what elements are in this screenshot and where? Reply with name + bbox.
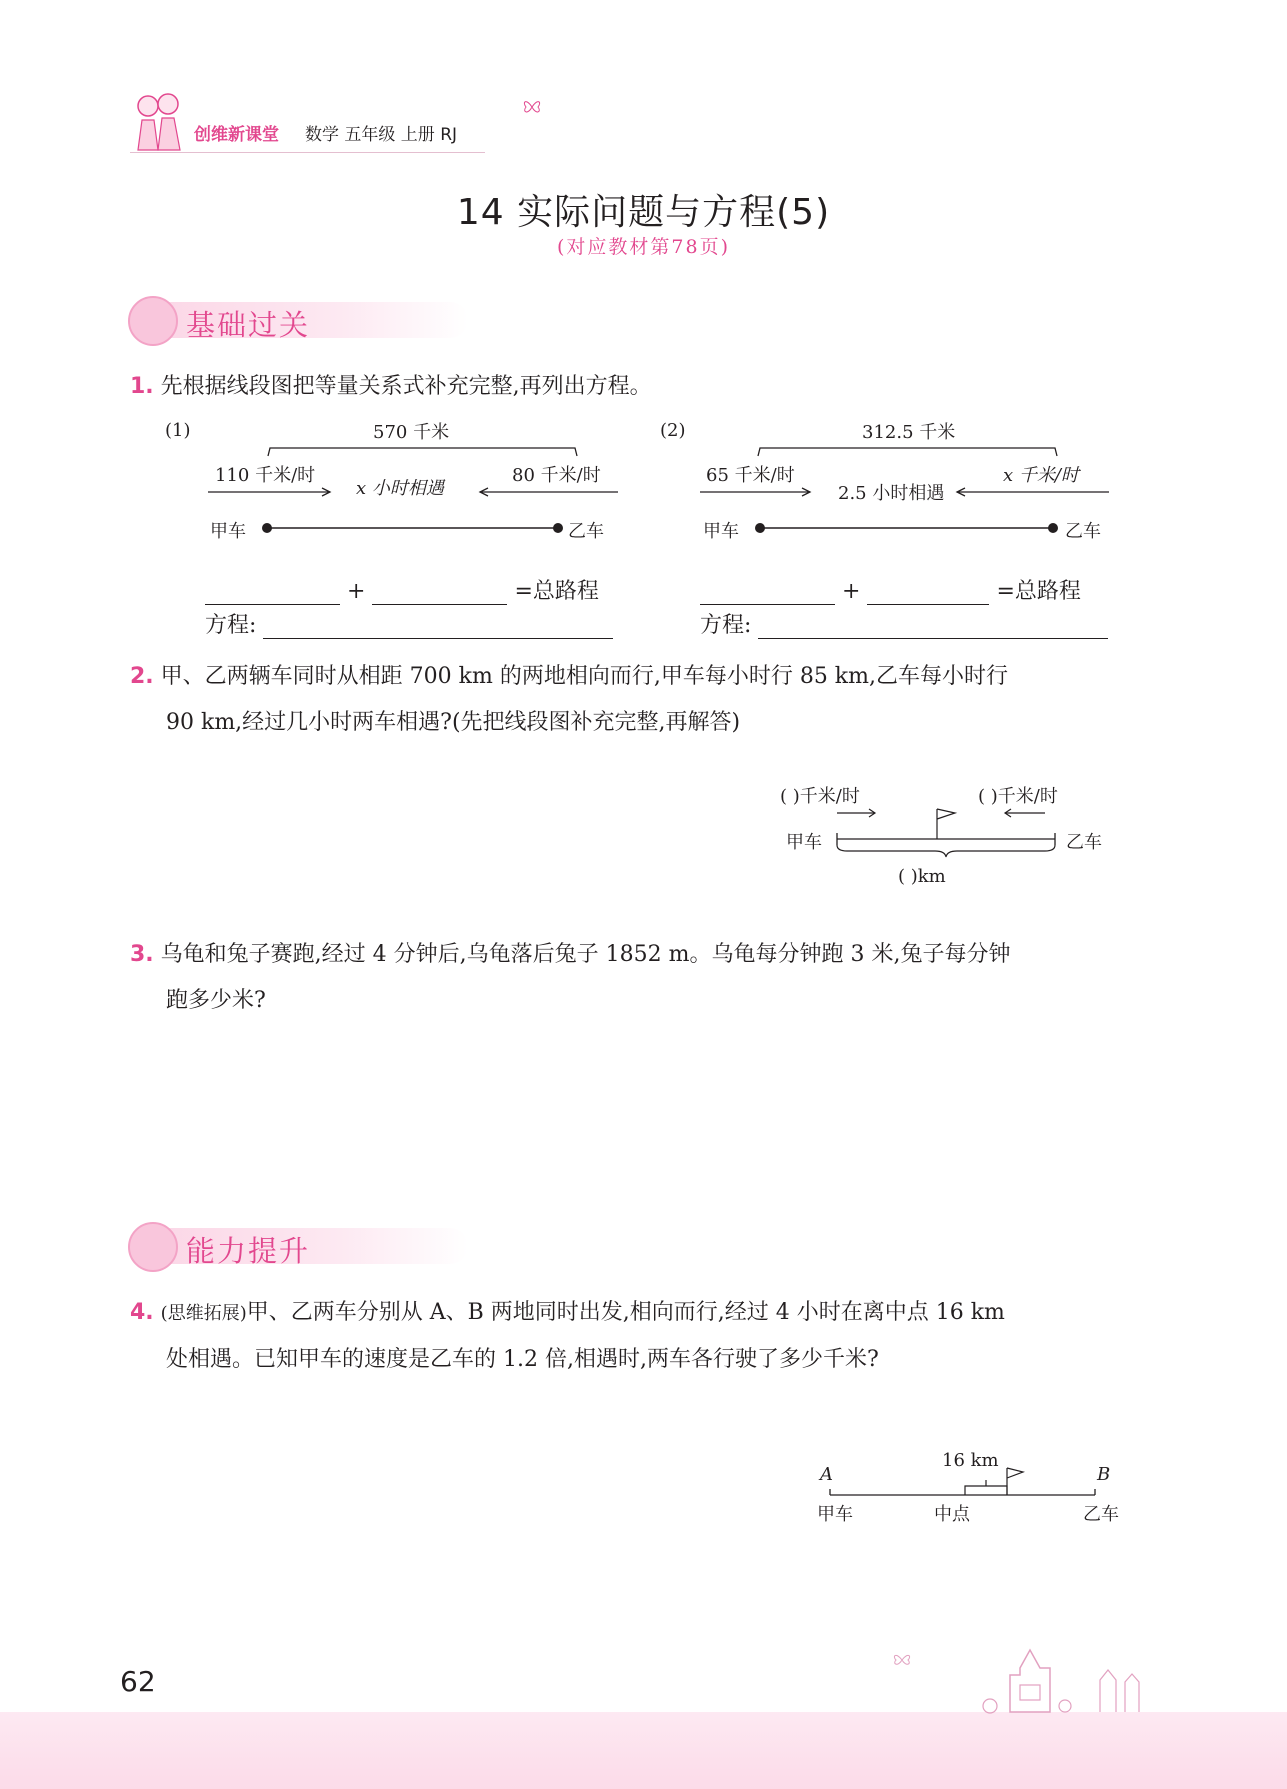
meet-time-2: 2.5 小时相遇 <box>838 483 945 504</box>
right-car-q4: 乙车 <box>1083 1504 1119 1525</box>
question-number: 3. <box>130 942 154 967</box>
left-car-1: 甲车 <box>210 521 246 542</box>
question-tag: (思维拓展) <box>160 1303 247 1324</box>
equation-row-2 <box>700 608 1108 639</box>
part-label-1: (1) <box>165 420 191 441</box>
right-car-2: 乙车 <box>1065 521 1101 542</box>
left-speed-2: 65 千米/时 <box>706 465 795 486</box>
castle-decoration <box>880 1640 1180 1720</box>
textbook-reference: (对应教材第78页) <box>556 236 730 258</box>
header-mascot-illustration <box>128 88 188 152</box>
question-text-line-1: 乌龟和兔子赛跑,经过 4 分钟后,乌龟落后兔子 1852 m。乌龟每分钟跑 3 米,兔子每分钟 <box>160 942 1011 967</box>
question-1 <box>130 364 652 410</box>
section-banner-advanced <box>128 1222 488 1270</box>
question-number: 4. <box>130 1300 154 1325</box>
question-text-line-2: 处相遇。已知甲车的速度是乙车的 1.2 倍,相遇时,两车各行驶了多少千米? <box>166 1347 879 1372</box>
question-text-line-1: 甲、乙两车分别从 A、B 两地同时出发,相向而行,经过 4 小时在离中点 16 km <box>246 1300 1005 1325</box>
answer-blank[interactable] <box>700 584 835 605</box>
answer-blank[interactable] <box>372 584 507 605</box>
book-info: 数学 五年级 上册 RJ <box>305 125 458 145</box>
question-text-line-2: 跑多少米? <box>166 988 266 1013</box>
question-text-line-2: 90 km,经过几小时两车相遇?(先把线段图补充完整,再解答) <box>166 710 741 735</box>
answer-blank[interactable] <box>205 584 340 605</box>
relation-row-2 <box>700 574 1081 605</box>
equation-row-1 <box>205 608 613 639</box>
answer-blank[interactable] <box>867 584 989 605</box>
equals-total: =总路程 <box>514 579 599 604</box>
left-speed-1: 110 千米/时 <box>215 465 316 486</box>
mascot-badge-icon <box>128 1222 178 1272</box>
section-banner-basic <box>128 296 488 344</box>
point-a: A <box>820 1464 833 1485</box>
distance-blank[interactable]: ( )km <box>898 866 946 887</box>
equation-blank[interactable] <box>263 618 613 639</box>
section-title-advanced: 能力提升 <box>186 1234 311 1268</box>
left-car-q2: 甲车 <box>786 832 822 853</box>
equation-label: 方程: <box>205 613 257 638</box>
question-text-line-1: 甲、乙两辆车同时从相距 700 km 的两地相向而行,甲车每小时行 85 km,乙车每小时行 <box>160 664 1008 689</box>
section-title-basic: 基础过关 <box>186 308 311 342</box>
equation-label: 方程: <box>700 613 752 638</box>
lesson-title: 14 实际问题与方程(5) <box>456 192 831 233</box>
right-car-q2: 乙车 <box>1066 832 1102 853</box>
question-text: 先根据线段图把等量关系式补充完整,再列出方程。 <box>160 374 652 399</box>
question-number: 2. <box>130 664 154 689</box>
total-distance-1: 570 千米 <box>373 422 450 443</box>
total-distance-2: 312.5 千米 <box>862 422 956 443</box>
mascot-badge-icon <box>128 296 178 346</box>
header-divider <box>130 152 485 153</box>
left-speed-blank[interactable]: ( )千米/时 <box>780 786 860 807</box>
equals-total: =总路程 <box>996 579 1081 604</box>
relation-row-1 <box>205 574 599 605</box>
plus-sign: + <box>347 579 366 604</box>
meet-time-1: x 小时相遇 <box>356 478 444 499</box>
brand-name: 创维新课堂 <box>194 125 279 145</box>
question-number: 1. <box>130 374 154 399</box>
question-4 <box>130 1290 1160 1383</box>
question-3 <box>130 932 1150 1024</box>
footer-band <box>0 1712 1287 1789</box>
left-car-q4: 甲车 <box>817 1504 853 1525</box>
equation-blank[interactable] <box>758 618 1108 639</box>
right-car-1: 乙车 <box>568 521 604 542</box>
answer-area-q3[interactable] <box>165 1030 1125 1210</box>
part-label-2: (2) <box>660 420 686 441</box>
midpoint-label: 中点 <box>934 1504 970 1525</box>
right-speed-blank[interactable]: ( )千米/时 <box>978 786 1058 807</box>
offset-label: 16 km <box>942 1450 999 1471</box>
page-number: 62 <box>120 1665 156 1698</box>
question-2 <box>130 654 1150 746</box>
right-speed-1: 80 千米/时 <box>512 465 601 486</box>
plus-sign: + <box>842 579 861 604</box>
butterfly-icon <box>522 98 542 116</box>
left-car-2: 甲车 <box>703 521 739 542</box>
right-speed-2: x 千米/时 <box>1003 465 1079 486</box>
point-b: B <box>1097 1464 1111 1485</box>
